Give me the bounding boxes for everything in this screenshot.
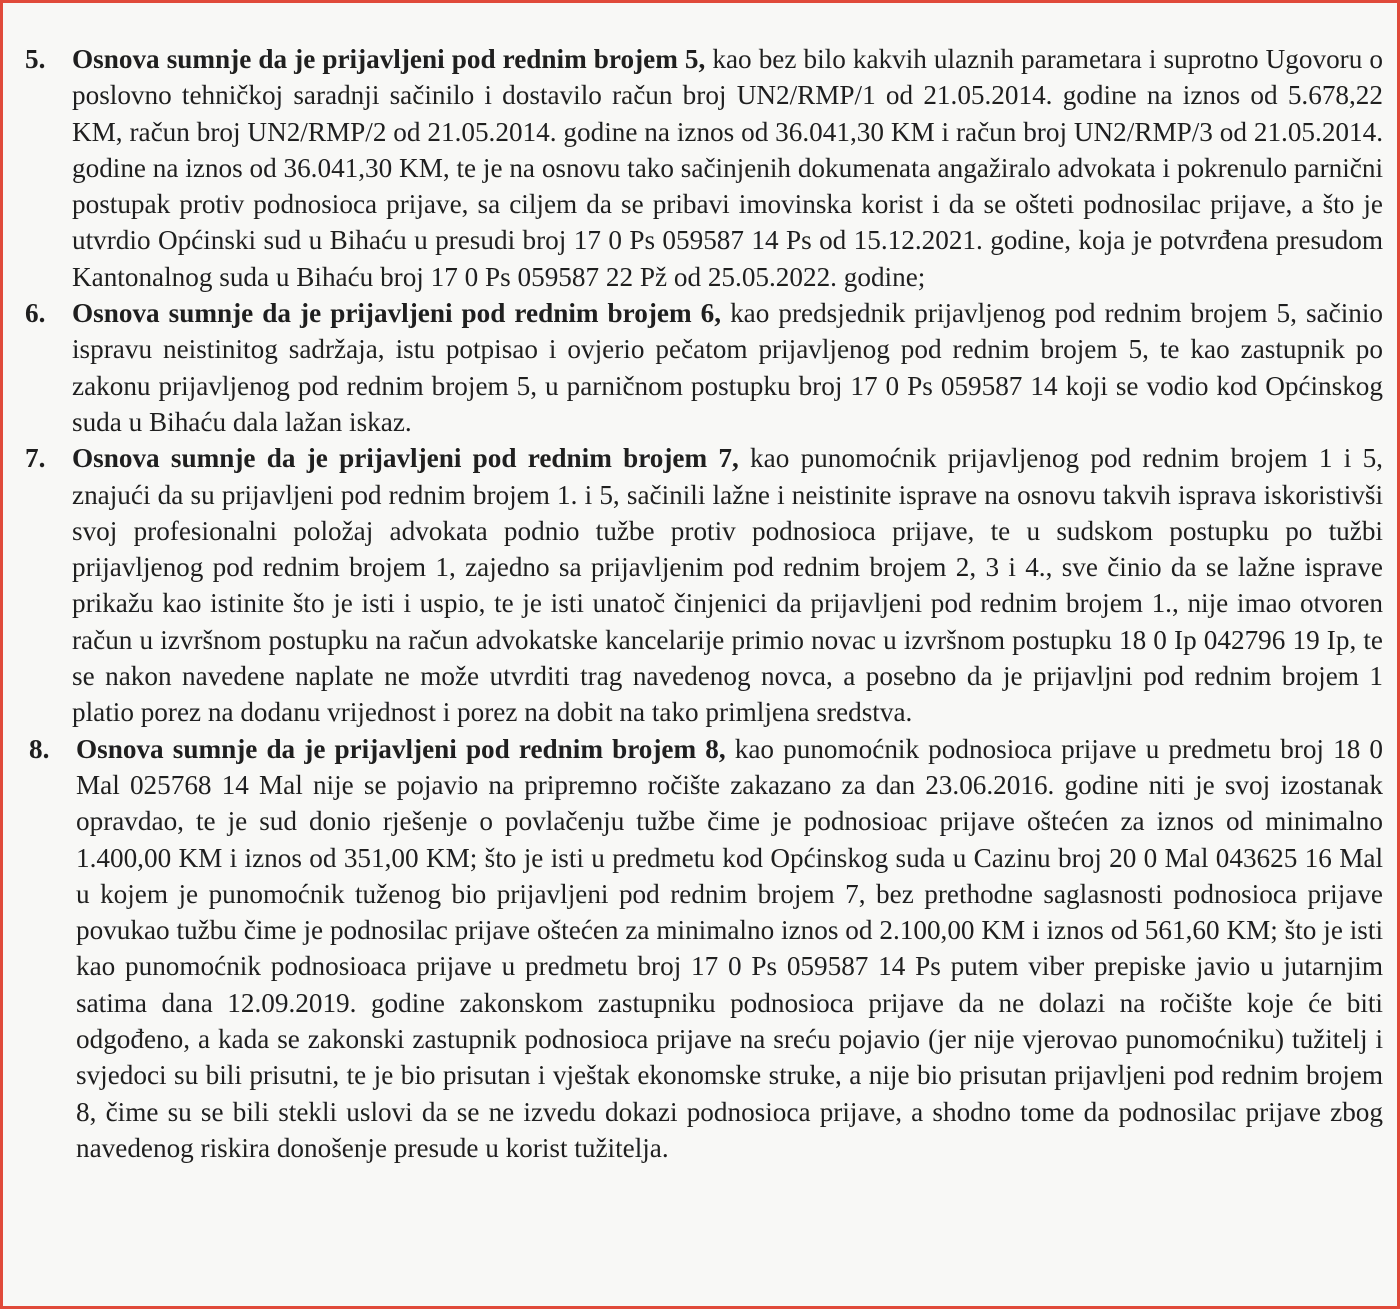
document-body — [25, 41, 1383, 1166]
item-number: 6. — [25, 298, 46, 329]
item-text: kao punomoćnik podnosioca prijave u predmetu broj 18 0 Mal 025768 14 Mal nije se pojavio na pripremno ročište zakazano za dan 23.06.2016. godine niti je svoj izostanak opravdao, te je sud donio rješenje o povlačenju tužbe čime je podnosioac prijave oštećen za iznos od minimalno 1.400,00 KM i iznos od 351,00 KM; što je isti u predmetu kod Općinskog suda u Cazinu broj 20 0 Mal 043625 16 Mal u kojem je punomoćnik tuženog bio prijavljeni pod rednim brojem 7, bez prethodne saglasnosti podnosioca prijave povukao tužbu čime je podnosilac prijave oštećen za minimalno iznos od 2.100,00 KM i iznos od 561,60 KM; što je isti kao punomoćnik podnosioaca prijave u predmetu broj 17 0 Ps 059587 14 Ps putem viber prepiske javio u jutarnjim satima dana 12.09.2019. godine zakonskom zastupniku podnosioca prijave da ne dolazi na ročište koje će biti odgođeno, a kada se zakonski zastupnik podnosioca prijave na sreću pojavio (jer nije vjerovao punomoćniku) tužitelj i svjedoci su bili prisutni, te je bio prisutan i vještak ekonomske struke, a nije bio prisutan prijavljeni pod rednim brojem 8, čime su se bili stekli uslovi da se ne izvedu dokazi podnosioca prijave, a shodno tome da podnosilac prijave zbog navedenog riskira donošenje presude u korist tužitelja. — [76, 733, 1383, 1163]
item-lead: Osnova sumnje da je prijavljeni pod rednim brojem 8, — [76, 733, 726, 764]
list-item-5 — [25, 41, 1383, 295]
item-number: 8. — [29, 733, 50, 764]
item-text: kao bez bilo kakvih ulaznih parametara i suprotno Ugovoru o poslovno tehničkoj saradnji sačinilo i dostavilo račun broj UN2/RMP/1 od 21.05.2014. godine na iznos od 5.678,22 KM, račun broj UN2/RMP/2 od 21.05.2014. godine na iznos od 36.041,30 KM i račun broj UN2/RMP/3 od 21.05.2014. godine na iznos od 36.041,30 KM, te je na osnovu tako sačinjenih dokumenata angažiralo advokata i pokrenulo parnični postupak protiv podnosioca prijave, sa ciljem da se pribavi imovinska korist i da se ošteti podnosilac prijave, a što je utvrdio Općinski sud u Bihaću u presudi broj 17 0 Ps 059587 14 Ps od 15.12.2021. godine, koja je potvrđena presudom Kantonalnog suda u Bihaću broj 17 0 Ps 059587 22 Pž od 25.05.2022. godine; — [72, 44, 1383, 292]
list-item-8 — [25, 731, 1383, 1167]
item-lead: Osnova sumnje da je prijavljeni pod rednim brojem 5, — [72, 44, 706, 74]
list-item-6 — [25, 295, 1383, 440]
item-lead: Osnova sumnje da je prijavljeni pod rednim brojem 7, — [72, 443, 739, 474]
item-number: 5. — [25, 44, 46, 74]
item-lead: Osnova sumnje da je prijavljeni pod rednim brojem 6, — [72, 298, 722, 329]
item-text: kao predsjednik prijavljenog pod rednim brojem 5, sačinio ispravu neistinitog sadržaja, istu potpisao i ovjerio pečatom prijavljenog pod rednim brojem 5, te kao zastupnik po zakonu prijavljenog pod rednim brojem 5, u parničnom postupku broj 17 0 Ps 059587 14 koji se vodio kod Općinskog suda u Bihaću dala lažan iskaz. — [72, 298, 1383, 437]
item-number: 7. — [25, 443, 46, 474]
item-text: kao punomoćnik prijavljenog pod rednim brojem 1 i 5, znajući da su prijavljeni pod rednim brojem 1. i 5, sačinili lažne i neistinite isprave na osnovu takvih isprava iskoristivši svoj profesionalni položaj advokata podnio tužbe protiv podnosioca prijave, te u sudskom postupku po tužbi prijavljenog pod rednim brojem 1, zajedno sa prijavljenim pod rednim brojem 2, 3 i 4., sve činio da se lažne isprave prikažu kao istinite što je isti i uspio, te je isti unatoč činjenici da prijavljeni pod rednim brojem 1., nije imao otvoren račun u izvršnom postupku na račun advokatske kancelarije primio novac u izvršnom postupku 18 0 Ip 042796 19 Ip, te se nakon navedene naplate ne može utvrditi trag navedenog novca, a posebno da je prijavljni pod rednim brojem 1 platio porez na dodanu vrijednost i porez na dobit na tako primljena sredstva. — [72, 443, 1383, 728]
list-item-7 — [25, 440, 1383, 730]
